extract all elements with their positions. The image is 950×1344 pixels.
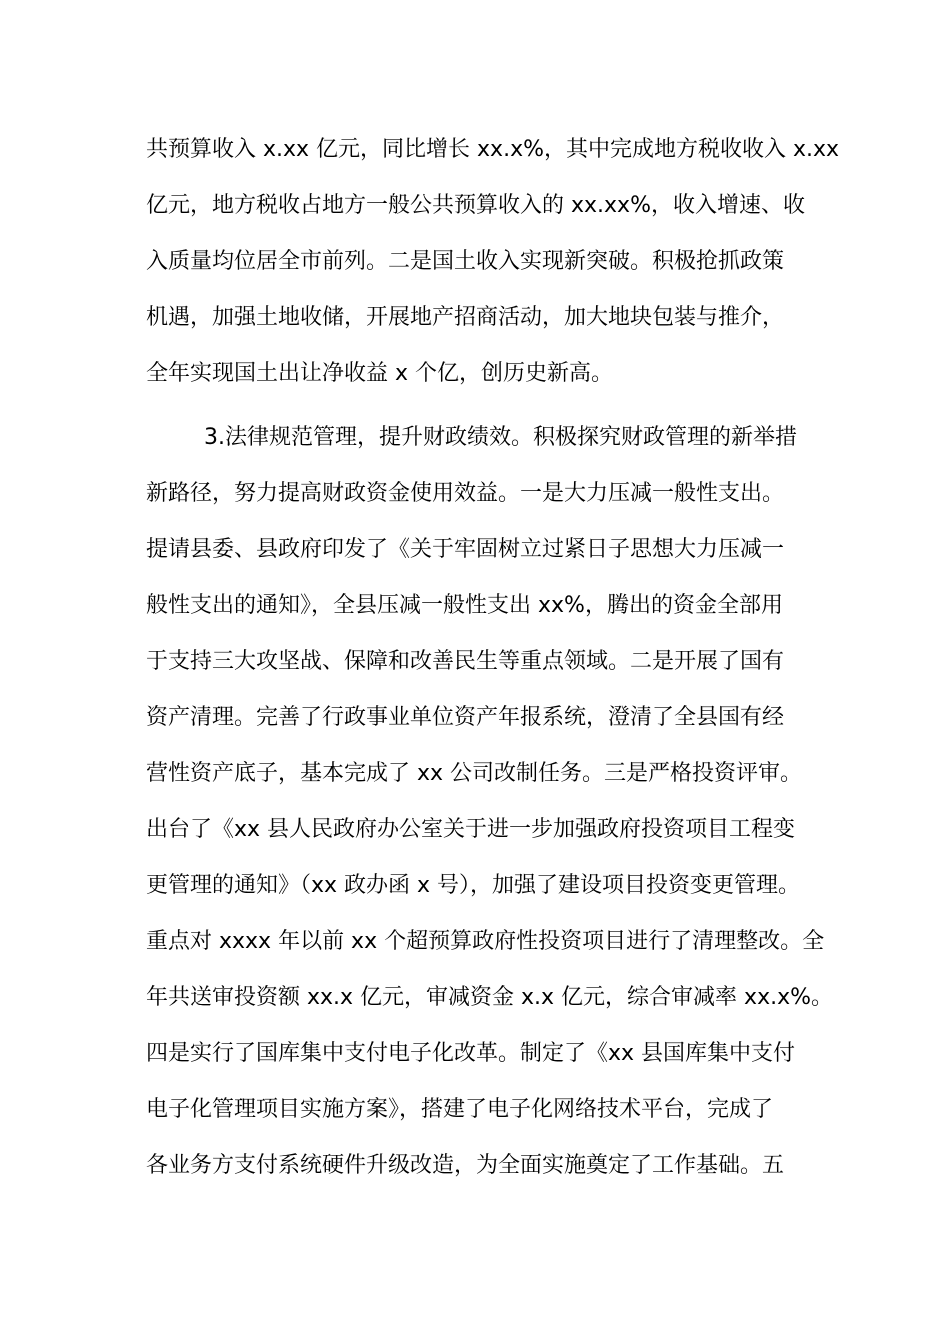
text-line: 出台了《xx 县人民政府办公室关于进一步加强政府投资项目工程变 (146, 817, 796, 842)
text-line: 资产清理。完善了行政事业单位资产年报系统，澄清了全县国有经 (146, 705, 785, 730)
text-line: 于支持三大攻坚战、保障和改善民生等重点领域。二是开展了国有 (146, 649, 785, 674)
text-line: 更管理的通知》（xx 政办函 x 号），加强了建设项目投资变更管理。 (146, 873, 801, 898)
text-line: 机遇，加强土地收储，开展地产招商活动，加大地块包装与推介， (146, 305, 785, 330)
text-line: 入质量均位居全市前列。二是国土收入实现新突破。积极抢抓政策 (146, 249, 785, 274)
text-line: 亿元，地方税收占地方一般公共预算收入的 xx.xx%，收入增速、收 (146, 193, 805, 218)
text-line: 提请县委、县政府印发了《关于牢固树立过紧日子思想大力压减一 (146, 537, 785, 562)
text-line: 新路径，努力提高财政资金使用效益。一是大力压减一般性支出。 (146, 481, 785, 506)
text-line: 全年实现国土出让净收益 x 个亿，创历史新高。 (146, 361, 614, 386)
text-line: 各业务方支付系统硬件升级改造，为全面实施奠定了工作基础。五 (146, 1153, 785, 1178)
text-line: 年共送审投资额 xx.x 亿元，审减资金 x.x 亿元，综合审减率 xx.x%。 (146, 985, 834, 1010)
text-line: 般性支出的通知》，全县压减一般性支出 xx%，腾出的资金全部用 (146, 593, 783, 618)
text-line: 共预算收入 x.xx 亿元，同比增长 xx.x%，其中完成地方税收收入 x.xx (146, 137, 840, 162)
text-line: 四是实行了国库集中支付电子化改革。制定了《xx 县国库集中支付 (146, 1041, 796, 1066)
text-line: 重点对 xxxx 年以前 xx 个超预算政府性投资项目进行了清理整改。全 (146, 929, 825, 954)
paragraph-first-line: 3.法律规范管理，提升财政绩效。积极探究财政管理的新举措 (204, 425, 797, 450)
text-line: 营性资产底子，基本完成了 xx 公司改制任务。三是严格投资评审。 (146, 761, 803, 786)
text-line: 电子化管理项目实施方案》，搭建了电子化网络技术平台，完成了 (146, 1097, 774, 1122)
